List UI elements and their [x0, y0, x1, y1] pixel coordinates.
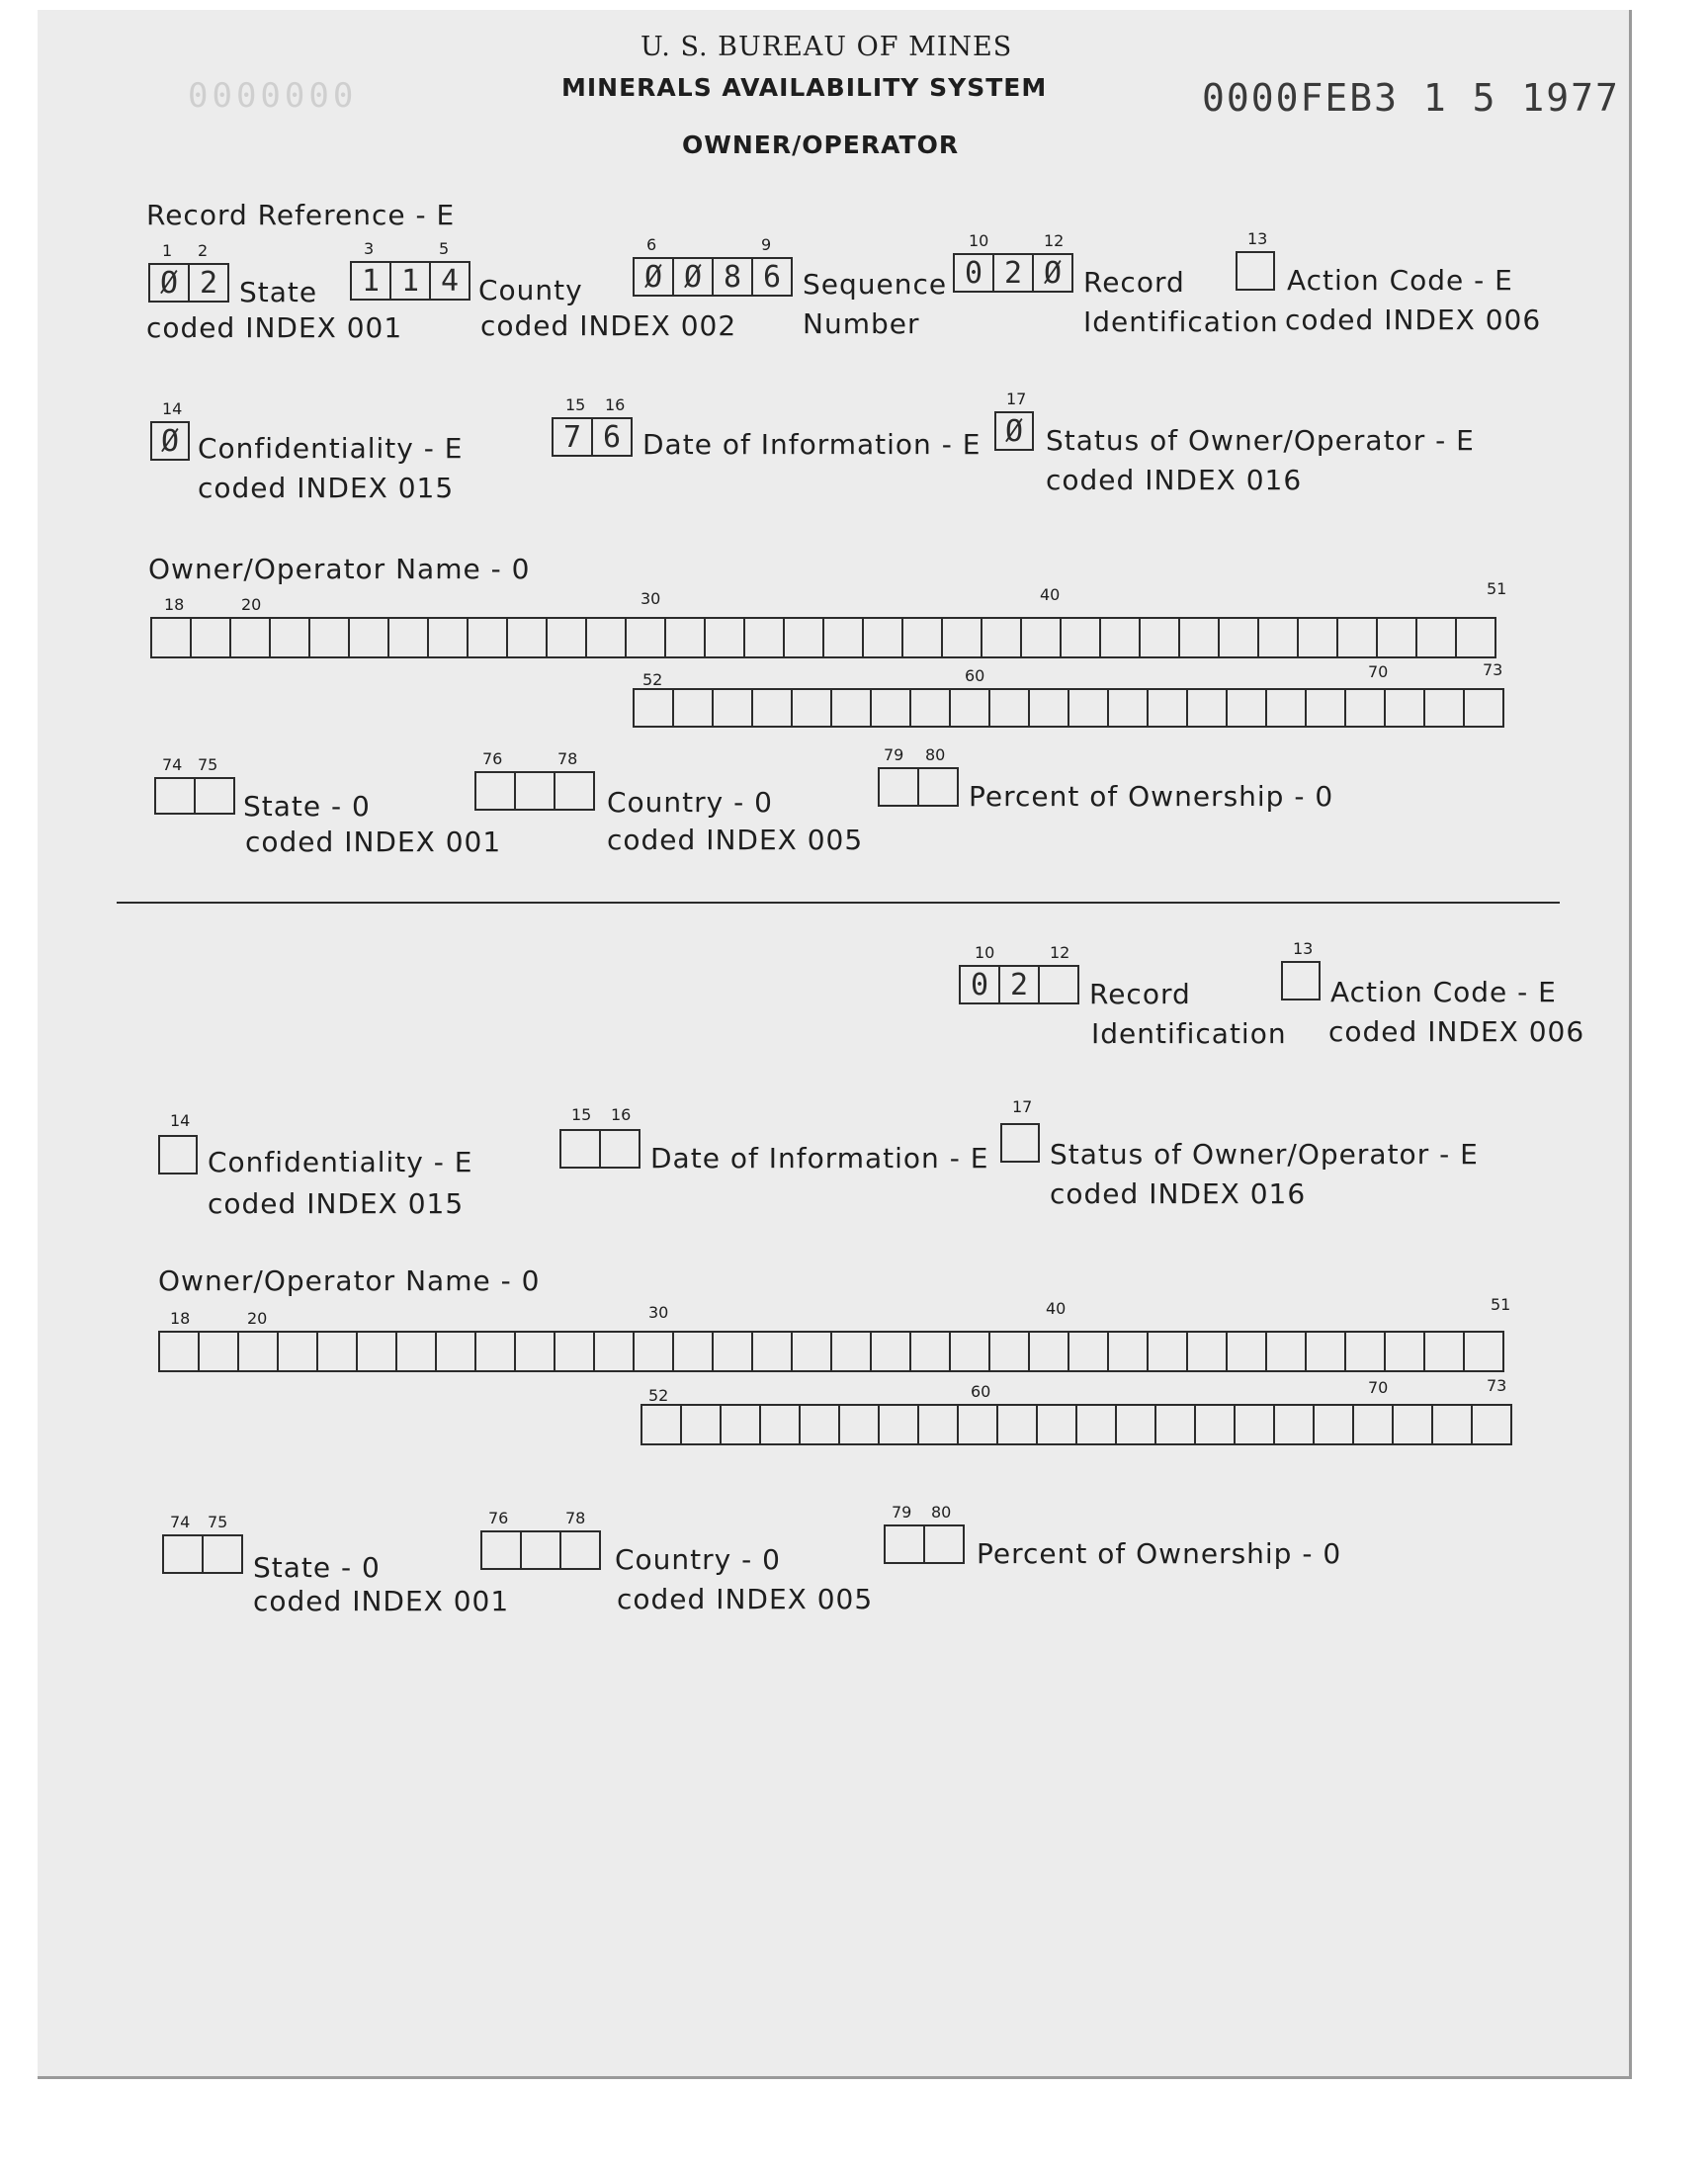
col-number: 52 [642, 670, 663, 689]
owner-country-label: Country - 0 [607, 786, 773, 819]
character-cell[interactable] [239, 1333, 279, 1370]
character-cell[interactable] [1149, 1333, 1188, 1370]
col-number: 15 [571, 1105, 592, 1124]
col-number: 30 [640, 589, 661, 608]
col-number: 70 [1368, 1378, 1389, 1397]
col-number: 40 [1046, 1299, 1067, 1318]
character-cell[interactable] [1386, 1333, 1425, 1370]
character-cell[interactable] [231, 619, 271, 656]
action-code-index: coded INDEX 006 [1328, 1015, 1585, 1048]
character-cell[interactable] [990, 1333, 1030, 1370]
record-id-digit[interactable]: 2 [994, 255, 1034, 291]
sequence-digit[interactable]: Ø [674, 259, 714, 295]
percent-ownership-boxes[interactable] [884, 1524, 965, 1564]
character-cell[interactable] [1228, 1333, 1267, 1370]
character-cell[interactable] [1307, 690, 1346, 726]
col-number: 78 [565, 1509, 586, 1527]
character-cell[interactable] [1417, 619, 1457, 656]
col-number: 80 [931, 1503, 952, 1522]
character-cell[interactable] [627, 619, 666, 656]
character-cell[interactable] [1338, 619, 1378, 656]
col-number: 12 [1050, 943, 1070, 962]
character-cell[interactable] [911, 1333, 951, 1370]
character-cell[interactable] [200, 1333, 239, 1370]
character-cell[interactable] [1307, 1333, 1346, 1370]
character-cell[interactable] [561, 1532, 601, 1568]
col-number: 40 [1040, 585, 1061, 604]
col-number: 6 [646, 235, 657, 254]
character-cell[interactable] [943, 619, 982, 656]
col-number: 78 [557, 749, 578, 768]
col-number: 3 [364, 239, 375, 258]
character-cell[interactable] [601, 1131, 640, 1167]
col-number: 5 [439, 239, 450, 258]
agency-title: U. S. BUREAU OF MINES [640, 32, 1013, 62]
section-divider [117, 902, 1560, 904]
character-cell[interactable] [437, 1333, 476, 1370]
character-cell[interactable] [516, 773, 555, 809]
character-cell[interactable] [925, 1526, 965, 1562]
col-number: 79 [884, 745, 904, 764]
character-cell[interactable] [1156, 1406, 1196, 1443]
col-number: 13 [1247, 229, 1268, 248]
col-number: 51 [1487, 579, 1507, 598]
record-id-label: Record [1083, 266, 1185, 299]
col-number: 80 [925, 745, 946, 764]
status-label: Status of Owner/Operator - E [1046, 424, 1475, 457]
col-number: 16 [611, 1105, 632, 1124]
record-id-digit[interactable]: 0 [961, 967, 1000, 1002]
col-number: 13 [1293, 939, 1314, 958]
record-id-boxes[interactable] [959, 965, 1079, 1004]
character-cell[interactable] [358, 1333, 397, 1370]
character-cell[interactable] [318, 1333, 358, 1370]
character-cell[interactable] [192, 619, 231, 656]
character-cell[interactable] [522, 1532, 561, 1568]
col-number: 79 [892, 1503, 912, 1522]
owner-country-index: coded INDEX 005 [607, 824, 864, 856]
character-cell[interactable] [1425, 690, 1465, 726]
date-of-information-boxes[interactable] [559, 1129, 640, 1169]
character-cell[interactable] [666, 619, 706, 656]
status-box[interactable] [1000, 1123, 1040, 1163]
character-cell[interactable] [508, 619, 548, 656]
character-cell[interactable] [832, 1333, 872, 1370]
confidentiality-box[interactable] [158, 1135, 198, 1174]
confidentiality-label: Confidentiality - E [208, 1146, 473, 1178]
record-id-label: Record [1089, 978, 1191, 1010]
percent-ownership-boxes[interactable] [878, 767, 959, 807]
character-cell[interactable] [204, 1536, 243, 1572]
col-number: 15 [565, 395, 586, 414]
character-cell[interactable] [1220, 619, 1259, 656]
character-cell[interactable] [674, 1333, 714, 1370]
owner-country-label: Country - 0 [615, 1543, 781, 1576]
confidentiality-box[interactable] [150, 421, 190, 461]
col-number: 76 [482, 749, 503, 768]
character-cell[interactable] [1433, 1406, 1473, 1443]
sequence-digit[interactable]: 6 [753, 259, 793, 295]
county-label: County [478, 274, 583, 306]
character-cell[interactable] [1346, 1333, 1386, 1370]
character-cell[interactable] [753, 690, 793, 726]
record-id-boxes[interactable] [953, 253, 1073, 293]
status-value: Ø [1004, 413, 1024, 449]
owner-name-boxes-row1[interactable] [150, 617, 1496, 658]
col-number: 10 [969, 231, 989, 250]
record-id-digit[interactable]: 2 [1000, 967, 1040, 1002]
character-cell[interactable] [951, 690, 990, 726]
character-cell[interactable] [160, 1333, 200, 1370]
character-cell[interactable] [919, 1406, 959, 1443]
owner-name-boxes-row2[interactable] [640, 1404, 1512, 1445]
col-number: 75 [198, 755, 218, 774]
owner-state-label: State - 0 [253, 1551, 381, 1584]
character-cell[interactable] [959, 1406, 998, 1443]
sequence-number-boxes[interactable] [633, 257, 793, 297]
character-cell[interactable] [793, 1333, 832, 1370]
owner-country-index: coded INDEX 005 [617, 1583, 874, 1615]
character-cell[interactable] [642, 1406, 682, 1443]
faint-ghost-number: 0000000 [188, 76, 358, 116]
character-cell[interactable] [793, 690, 832, 726]
character-cell[interactable] [1077, 1406, 1117, 1443]
col-number: 10 [975, 943, 995, 962]
col-number: 18 [170, 1309, 191, 1328]
character-cell[interactable] [561, 1131, 601, 1167]
sequence-digit[interactable]: Ø [635, 259, 674, 295]
owner-name-heading: Owner/Operator Name - 0 [148, 553, 531, 585]
character-cell[interactable] [1378, 619, 1417, 656]
col-number: 16 [605, 395, 626, 414]
percent-ownership-label: Percent of Ownership - 0 [969, 780, 1334, 813]
character-cell[interactable] [482, 1532, 522, 1568]
state-index: coded INDEX 001 [146, 311, 403, 344]
character-cell[interactable] [1030, 690, 1069, 726]
character-cell[interactable] [156, 779, 196, 813]
owner-country-boxes[interactable] [474, 771, 595, 811]
character-cell[interactable] [279, 1333, 318, 1370]
col-number: 1 [162, 241, 173, 260]
state-code-digit[interactable]: 2 [190, 265, 229, 301]
character-cell[interactable] [1457, 619, 1496, 656]
date-digit[interactable]: 7 [554, 419, 593, 455]
character-cell[interactable] [1109, 1333, 1149, 1370]
col-number: 74 [162, 755, 183, 774]
character-cell[interactable] [1473, 1406, 1512, 1443]
character-cell[interactable] [389, 619, 429, 656]
character-cell[interactable] [1315, 1406, 1354, 1443]
character-cell[interactable] [1425, 1333, 1465, 1370]
character-cell[interactable] [1275, 1406, 1315, 1443]
character-cell[interactable] [1196, 1406, 1236, 1443]
system-title: MINERALS AVAILABILITY SYSTEM [561, 73, 1048, 102]
col-number: 9 [761, 235, 772, 254]
record-id-sub: Identification [1091, 1017, 1287, 1050]
character-cell[interactable] [635, 1333, 674, 1370]
character-cell[interactable] [196, 779, 235, 813]
col-number: 12 [1044, 231, 1065, 250]
action-code-box[interactable] [1236, 251, 1275, 291]
state-code-digit[interactable]: Ø [150, 265, 190, 301]
owner-name-heading: Owner/Operator Name - 0 [158, 1264, 541, 1297]
col-number: 17 [1006, 390, 1027, 408]
owner-state-boxes[interactable] [162, 1534, 243, 1574]
state-label: State [239, 276, 318, 308]
character-cell[interactable] [1069, 1333, 1109, 1370]
character-cell[interactable] [555, 1333, 595, 1370]
character-cell[interactable] [1030, 1333, 1069, 1370]
character-cell[interactable] [1109, 690, 1149, 726]
col-number: 76 [488, 1509, 509, 1527]
county-code-digit[interactable]: 1 [391, 263, 431, 299]
confidentiality-index: coded INDEX 015 [208, 1187, 465, 1220]
confidentiality-index: coded INDEX 015 [198, 472, 455, 504]
character-cell[interactable] [801, 1406, 840, 1443]
status-index: coded INDEX 016 [1050, 1177, 1307, 1210]
col-number: 20 [247, 1309, 268, 1328]
col-number: 30 [648, 1303, 669, 1322]
character-cell[interactable] [722, 1406, 761, 1443]
character-cell[interactable] [1267, 1333, 1307, 1370]
status-index: coded INDEX 016 [1046, 464, 1303, 496]
character-cell[interactable] [1117, 1406, 1156, 1443]
character-cell[interactable] [903, 619, 943, 656]
character-cell[interactable] [1038, 1406, 1077, 1443]
action-code-index: coded INDEX 006 [1285, 304, 1542, 336]
col-number: 51 [1491, 1295, 1511, 1314]
character-cell[interactable] [1394, 1406, 1433, 1443]
character-cell[interactable] [864, 619, 903, 656]
character-cell[interactable] [429, 619, 469, 656]
character-cell[interactable] [824, 619, 864, 656]
character-cell[interactable] [1101, 619, 1141, 656]
col-number: 60 [965, 666, 985, 685]
character-cell[interactable] [951, 1333, 990, 1370]
character-cell[interactable] [745, 619, 785, 656]
record-id-digit[interactable] [1040, 967, 1079, 1002]
character-cell[interactable] [595, 1333, 635, 1370]
character-cell[interactable] [1346, 690, 1386, 726]
record-id-digit[interactable]: Ø [1034, 255, 1073, 291]
col-number: 20 [241, 595, 262, 614]
character-cell[interactable] [1180, 619, 1220, 656]
state-code-boxes[interactable] [148, 263, 229, 303]
owner-country-boxes[interactable] [480, 1530, 601, 1570]
col-number: 18 [164, 595, 185, 614]
character-cell[interactable] [1022, 619, 1062, 656]
character-cell[interactable] [998, 1406, 1038, 1443]
character-cell[interactable] [911, 690, 951, 726]
character-cell[interactable] [1149, 690, 1188, 726]
character-cell[interactable] [271, 619, 310, 656]
character-cell[interactable] [990, 690, 1030, 726]
col-number: 52 [648, 1386, 669, 1405]
character-cell[interactable] [635, 690, 674, 726]
col-number: 14 [170, 1111, 191, 1130]
owner-name-boxes-row2[interactable] [633, 688, 1504, 728]
character-cell[interactable] [1354, 1406, 1394, 1443]
status-box[interactable] [994, 411, 1034, 451]
date-of-information-label: Date of Information - E [642, 428, 982, 461]
col-number: 75 [208, 1513, 228, 1531]
character-cell[interactable] [152, 619, 192, 656]
character-cell[interactable] [761, 1406, 801, 1443]
character-cell[interactable] [872, 690, 911, 726]
character-cell[interactable] [832, 690, 872, 726]
date-of-information-label: Date of Information - E [650, 1142, 989, 1174]
status-label: Status of Owner/Operator - E [1050, 1138, 1479, 1171]
character-cell[interactable] [310, 619, 350, 656]
character-cell[interactable] [1069, 690, 1109, 726]
character-cell[interactable] [714, 690, 753, 726]
date-of-information-boxes[interactable] [552, 417, 633, 457]
character-cell[interactable] [785, 619, 824, 656]
character-cell[interactable] [880, 769, 919, 805]
character-cell[interactable] [555, 773, 595, 809]
col-number: 74 [170, 1513, 191, 1531]
character-cell[interactable] [880, 1406, 919, 1443]
sequence-sub: Number [803, 307, 920, 340]
col-number: 60 [971, 1382, 991, 1401]
date-digit[interactable]: 6 [593, 419, 633, 455]
col-number: 14 [162, 399, 183, 418]
character-cell[interactable] [516, 1333, 555, 1370]
col-number: 73 [1487, 1376, 1507, 1395]
action-code-label: Action Code - E [1330, 976, 1557, 1008]
character-cell[interactable] [714, 1333, 753, 1370]
col-number: 73 [1483, 660, 1503, 679]
character-cell[interactable] [706, 619, 745, 656]
character-cell[interactable] [587, 619, 627, 656]
percent-ownership-label: Percent of Ownership - 0 [977, 1537, 1342, 1570]
character-cell[interactable] [674, 690, 714, 726]
action-code-label: Action Code - E [1287, 264, 1513, 297]
county-index: coded INDEX 002 [480, 309, 737, 342]
character-cell[interactable] [1188, 690, 1228, 726]
character-cell[interactable] [1188, 1333, 1228, 1370]
record-reference-heading: Record Reference - E [146, 199, 456, 231]
owner-state-index: coded INDEX 001 [253, 1585, 510, 1617]
owner-name-boxes-row1[interactable] [158, 1331, 1504, 1372]
character-cell[interactable] [397, 1333, 437, 1370]
form-title: OWNER/OPERATOR [682, 130, 960, 159]
character-cell[interactable] [476, 1333, 516, 1370]
character-cell[interactable] [476, 773, 516, 809]
character-cell[interactable] [982, 619, 1022, 656]
action-code-box[interactable] [1281, 961, 1321, 1000]
character-cell[interactable] [469, 619, 508, 656]
character-cell[interactable] [548, 619, 587, 656]
owner-state-label: State - 0 [243, 790, 371, 823]
character-cell[interactable] [1062, 619, 1101, 656]
character-cell[interactable] [164, 1536, 204, 1572]
col-number: 17 [1012, 1097, 1033, 1116]
county-code-digit[interactable]: 1 [352, 263, 391, 299]
character-cell[interactable] [1228, 690, 1267, 726]
character-cell[interactable] [1259, 619, 1299, 656]
owner-state-index: coded INDEX 001 [245, 826, 502, 858]
character-cell[interactable] [350, 619, 389, 656]
character-cell[interactable] [753, 1333, 793, 1370]
date-stamp: 0000FEB3 1 5 1977 [1202, 76, 1620, 120]
character-cell[interactable] [682, 1406, 722, 1443]
confidentiality-value: Ø [160, 423, 180, 459]
character-cell[interactable] [1465, 1333, 1504, 1370]
sequence-digit[interactable]: 8 [714, 259, 753, 295]
character-cell[interactable] [840, 1406, 880, 1443]
character-cell[interactable] [886, 1526, 925, 1562]
character-cell[interactable] [1386, 690, 1425, 726]
character-cell[interactable] [872, 1333, 911, 1370]
character-cell[interactable] [1267, 690, 1307, 726]
county-code-boxes[interactable] [350, 261, 470, 301]
county-code-digit[interactable]: 4 [431, 263, 470, 299]
record-id-digit[interactable]: 0 [955, 255, 994, 291]
character-cell[interactable] [1299, 619, 1338, 656]
character-cell[interactable] [1141, 619, 1180, 656]
col-number: 2 [198, 241, 209, 260]
character-cell[interactable] [919, 769, 959, 805]
confidentiality-label: Confidentiality - E [198, 432, 464, 465]
character-cell[interactable] [1465, 690, 1504, 726]
owner-state-boxes[interactable] [154, 777, 235, 815]
col-number: 70 [1368, 662, 1389, 681]
record-id-sub: Identification [1083, 305, 1279, 338]
sequence-label: Sequence [803, 268, 948, 301]
character-cell[interactable] [1236, 1406, 1275, 1443]
